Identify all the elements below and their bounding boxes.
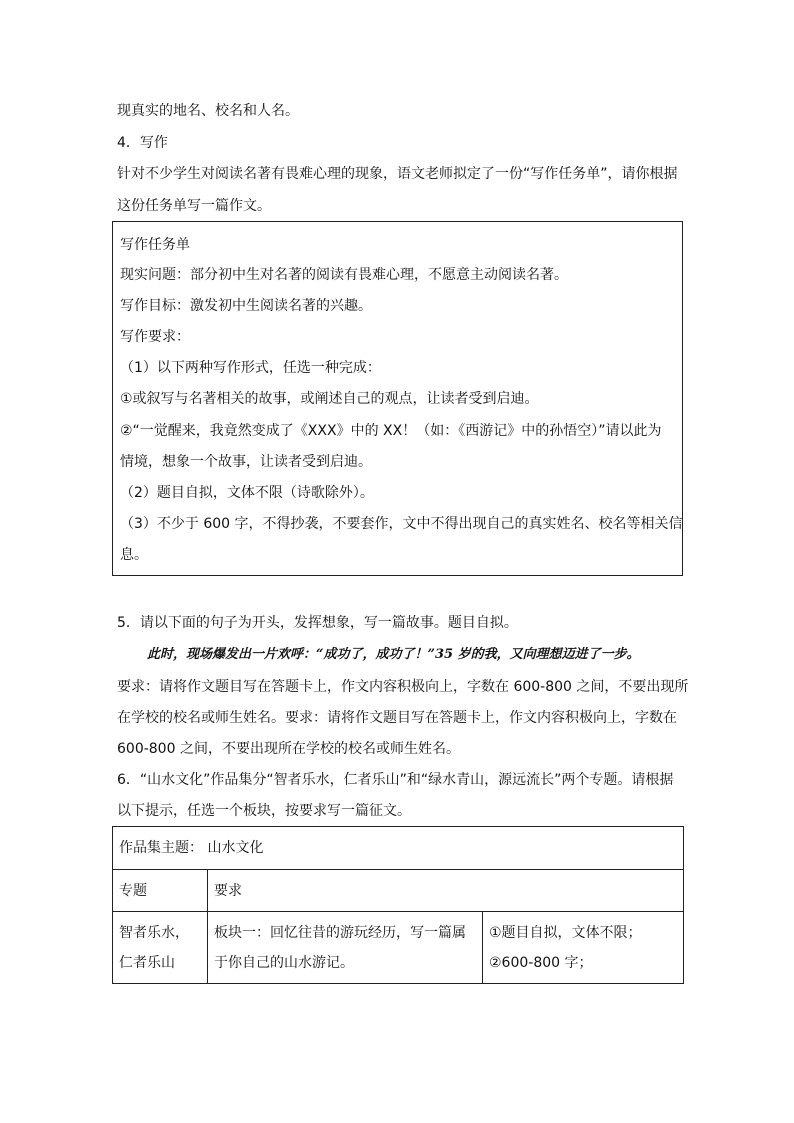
- task-req3-line2: 息。: [120, 547, 148, 563]
- q5-heading: 5．请以下面的句子为开头，发挥想象，写一篇故事。题目自拟。: [117, 615, 518, 631]
- writing-task-box: [112, 221, 683, 576]
- q6-line1: 6．“山水文化”作品集分“智者乐水，仁者乐山”和“绿水青山，源远流长”两个专题。请根据: [117, 772, 674, 788]
- q5-req-line3: 600-800 之间，不要出现所在学校的校名或师生姓名。: [117, 741, 460, 757]
- block1-cell: 板块一：回忆往昔的游玩经历，写一篇属于你自己的山水游记。: [208, 912, 483, 984]
- q4-prompt-line1: 针对不少学生对阅读名著有畏难心理的现象，语文老师拟定了一份“写作任务单”，请你根据: [117, 166, 678, 182]
- task-opt2-line2: 情境，想象一个故事，让读者受到启迪。: [120, 454, 372, 470]
- q4-prompt-line2: 这份任务单写一篇作文。: [117, 198, 271, 214]
- q5-quote: 此时，现场爆发出一片欢呼：“成功了，成功了！”35 岁的我，又向理想迈进了一步。: [147, 647, 640, 662]
- task-req1: （1）以下两种写作形式，任选一种完成：: [120, 360, 381, 376]
- q4-heading: 4．写作: [117, 135, 168, 151]
- header-topic: 专题: [113, 870, 208, 912]
- task-req2: （2）题目自拟，文体不限（诗歌除外）。: [120, 485, 374, 501]
- topic-cell: 智者乐水，仁者乐山: [113, 912, 208, 984]
- spec-cell: [483, 912, 684, 984]
- intro-tail: 现真实的地名、校名和人名。: [117, 103, 299, 119]
- task-req3-line1: （3）不少于 600 字，不得抄袭，不要套作，文中不得出现自己的真实姓名、校名等相关信: [120, 516, 683, 532]
- header-requirement: 要求: [208, 870, 684, 912]
- theme-title-cell: 作品集主题： 山水文化: [113, 827, 684, 870]
- theme-table: [112, 826, 684, 984]
- task-opt2-line1: ②“一觉醒来，我竟然变成了《XXX》中的 XX！（如：《西游记》中的孙悟空）”请以此为: [120, 423, 662, 439]
- task-req-head: 写作要求：: [120, 329, 190, 345]
- q5-req-line1: 要求：请将作文题目写在答题卡上，作文内容积极向上，字数在 600-800 之间，不要出现所: [117, 679, 689, 695]
- q6-line2: 以下提示，任选一个板块，按要求写一篇征文。: [117, 803, 411, 819]
- task-goal: 写作目标：激发初中生阅读名著的兴趣。: [120, 298, 372, 314]
- spec-item-1: ①题目自拟，文体不限；: [489, 924, 642, 941]
- q5-req-line2: 在学校的校名或师生姓名。要求：请将作文题目写在答题卡上，作文内容积极向上，字数在: [117, 710, 677, 726]
- task-title: 写作任务单: [120, 237, 190, 253]
- spec-item-2: ②600-800 字；: [489, 954, 593, 971]
- task-problem: 现实问题：部分初中生对名著的阅读有畏难心理，不愿意主动阅读名著。: [120, 267, 568, 283]
- task-opt1: ①或叙写与名著相关的故事，或阐述自己的观点，让读者受到启迪。: [120, 391, 539, 407]
